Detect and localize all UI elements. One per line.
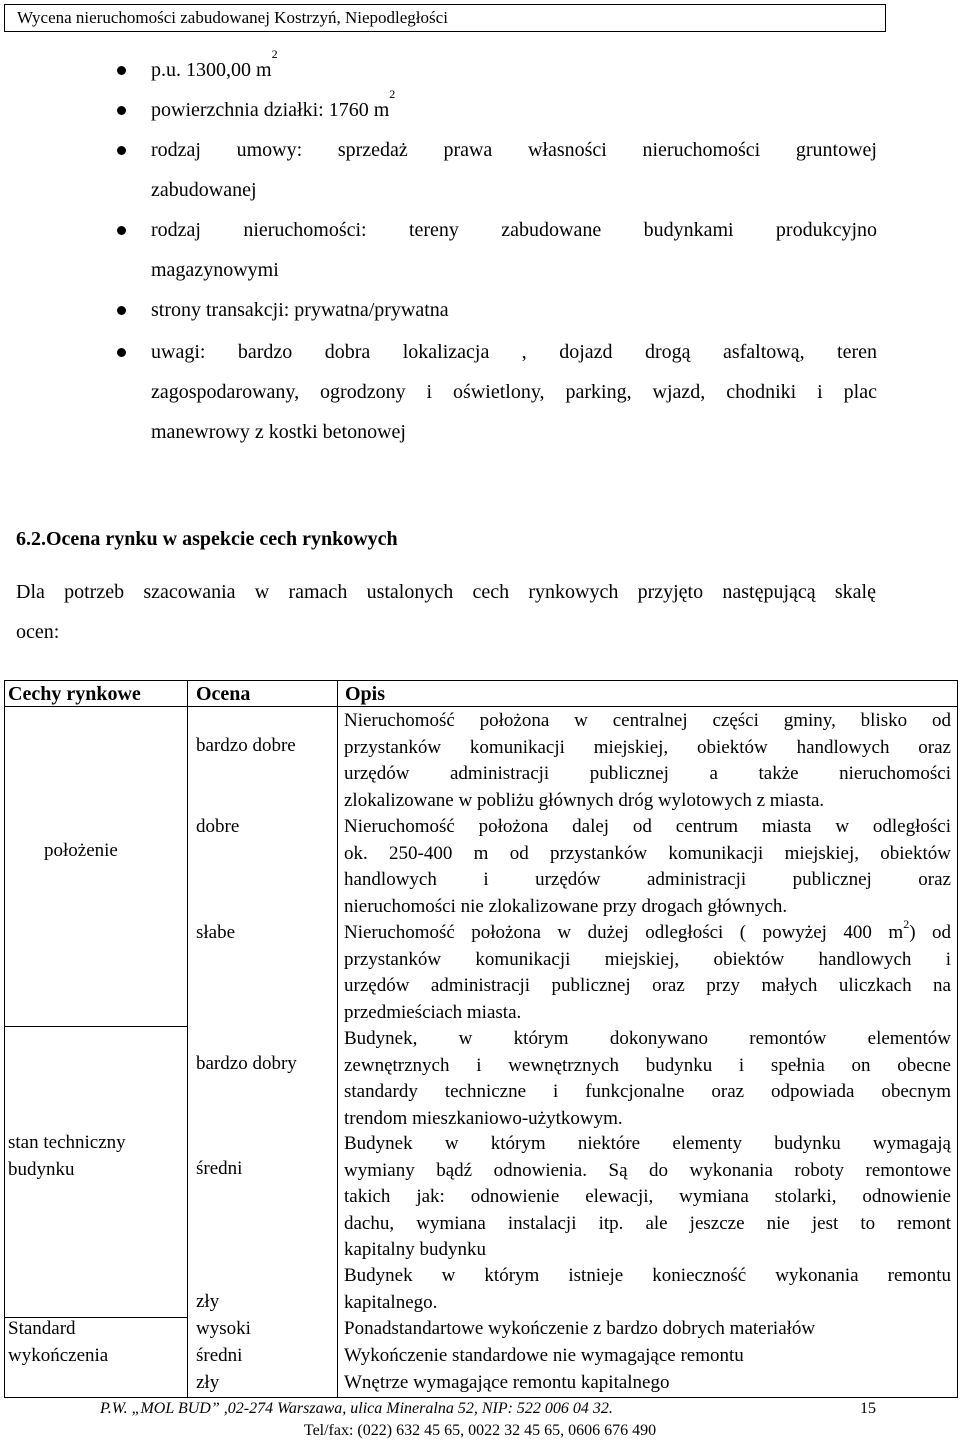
page-header — [4, 4, 886, 32]
list-item-text: rodzaj umowy: sprzedaż prawa własności nieruchomości gruntowej — [151, 139, 877, 161]
list-item-text: uwagi: bardzo dobra lokalizacja , dojazd drogą asfaltową, teren — [151, 341, 877, 363]
bullet-icon — [117, 146, 126, 155]
rating-cell: dobre — [196, 816, 240, 837]
list-item-text: zabudowanej — [151, 179, 257, 201]
market-features-table — [4, 680, 958, 1398]
table-divider — [4, 706, 958, 707]
list-item-text: rodzaj nieruchomości: tereny zabudowane budynkami produkcyjno — [151, 219, 877, 241]
list-item — [151, 332, 877, 452]
list-item — [151, 290, 877, 330]
bullet-icon — [117, 226, 126, 235]
description-cell: Budynek w którym istnieje konieczność wykonania remontu kapitalnego. — [344, 1265, 951, 1313]
bullet-icon — [117, 348, 126, 357]
footer-address: P.W. „MOL BUD” ,02-274 Warszawa, ulica Mineralna 52, NIP: 522 006 04 32. — [100, 1400, 613, 1417]
feature-finish-standard: Standard wykończenia — [8, 1318, 109, 1366]
list-item — [151, 47, 877, 90]
feature-technical-condition: stan techniczny budynku — [8, 1132, 126, 1180]
header-description: Opis — [345, 683, 386, 705]
list-item-text: powierzchnia działki: 1760 m — [151, 99, 390, 121]
rating-cell: zły — [196, 1372, 220, 1393]
rating-cell: średni — [196, 1158, 243, 1179]
list-item-text: manewrowy z kostki betonowej — [151, 421, 406, 443]
rating-cell: zły — [196, 1291, 220, 1312]
list-item-text: p.u. 1300,00 m — [151, 59, 272, 81]
page-header-title: Wycena nieruchomości zabudowanej Kostrzyń, Niepodległości — [17, 8, 448, 27]
section-title: 6.2.Ocena rynku w aspekcie cech rynkowych — [16, 528, 398, 550]
rating-cell: średni — [196, 1345, 243, 1366]
rating-cell: bardzo dobry — [196, 1053, 297, 1074]
list-item — [151, 130, 877, 210]
page-number: 15 — [860, 1400, 876, 1417]
bullet-icon — [117, 66, 126, 75]
list-item-text: strony transakcji: prywatna/prywatna — [151, 299, 449, 321]
bullet-icon — [117, 306, 126, 315]
superscript: 2 — [389, 87, 396, 101]
description-cell: Wykończenie standardowe nie wymagające remontu — [344, 1345, 744, 1366]
feature-location: położenie — [44, 840, 118, 861]
bullet-icon — [117, 106, 126, 115]
description-cell: Ponadstandartowe wykończenie z bardzo dobrych materiałów — [344, 1318, 816, 1339]
table-divider — [337, 680, 338, 1398]
rating-cell: słabe — [196, 922, 236, 943]
list-item — [151, 210, 877, 290]
table-divider — [4, 1026, 188, 1027]
table-divider — [187, 680, 188, 1398]
description-cell: Nieruchomość położona w centralnej części gminy, blisko od przystanków komunikacji miejskiej, obiektów handlowych oraz urzędów administracji publicznej a także nieruchomości zlokalizowane w pobliżu głównych dróg wylotowych z miasta. — [344, 710, 951, 811]
description-cell: Wnętrze wymagające remontu kapitalnego — [344, 1372, 670, 1393]
superscript: 2 — [271, 47, 278, 61]
list-item-text: zagospodarowany, ogrodzony i oświetlony, parking, wjazd, chodniki i plac — [151, 381, 877, 403]
description-cell: Budynek w którym niektóre elementy budynku wymagają wymiany bądź odnowienia. Są do wykonania roboty remontowe takich jak: odnowienie elewacji, wymiana stolarki, odnowienie dachu, wymiana instalacji itp. ale jeszcze nie jest to remont kapitalny budynku — [344, 1133, 951, 1260]
intro-line: ocen: — [16, 621, 60, 643]
rating-cell: wysoki — [196, 1318, 251, 1339]
section-intro — [16, 572, 876, 652]
header-rating: Ocena — [196, 683, 251, 705]
header-feature: Cechy rynkowe — [8, 683, 141, 705]
superscript: 2 — [903, 917, 910, 931]
rating-cell: bardzo dobre — [196, 735, 296, 756]
list-item-text: magazynowymi — [151, 259, 279, 281]
description-cell: Budynek, w którym dokonywano remontów elementów zewnętrznych i wewnętrznych budynku i spełnia on obecne standardy techniczne i funkcjonalne oraz odpowiada obecnym trendom mieszkaniowo-użytkowym. — [344, 1028, 951, 1129]
footer-phone: Tel/fax: (022) 632 45 65, 0022 32 45 65, 0606 676 490 — [303, 1422, 657, 1439]
list-item — [151, 87, 877, 130]
description-cell: Nieruchomość położona w dużej odległości ( powyżej 400 $m^2$) od przystanków komunikacji miejskiej, obiektów handlowych i urzędów administracji publicznej oraz przy małych uliczkach na przedmieściach miasta. — [344, 917, 951, 1023]
intro-line: Dla potrzeb szacowania w ramach ustalonych cech rynkowych przyjęto następującą skalę — [16, 581, 876, 603]
description-cell: Nieruchomość położona dalej od centrum miasta w odległości ok. 250-400 m od przystanków komunikacji miejskiej, obiektów handlowych i urzędów administracji publicznej oraz nieruchomości nie zlokalizowane przy drogach głównych. — [344, 816, 951, 917]
